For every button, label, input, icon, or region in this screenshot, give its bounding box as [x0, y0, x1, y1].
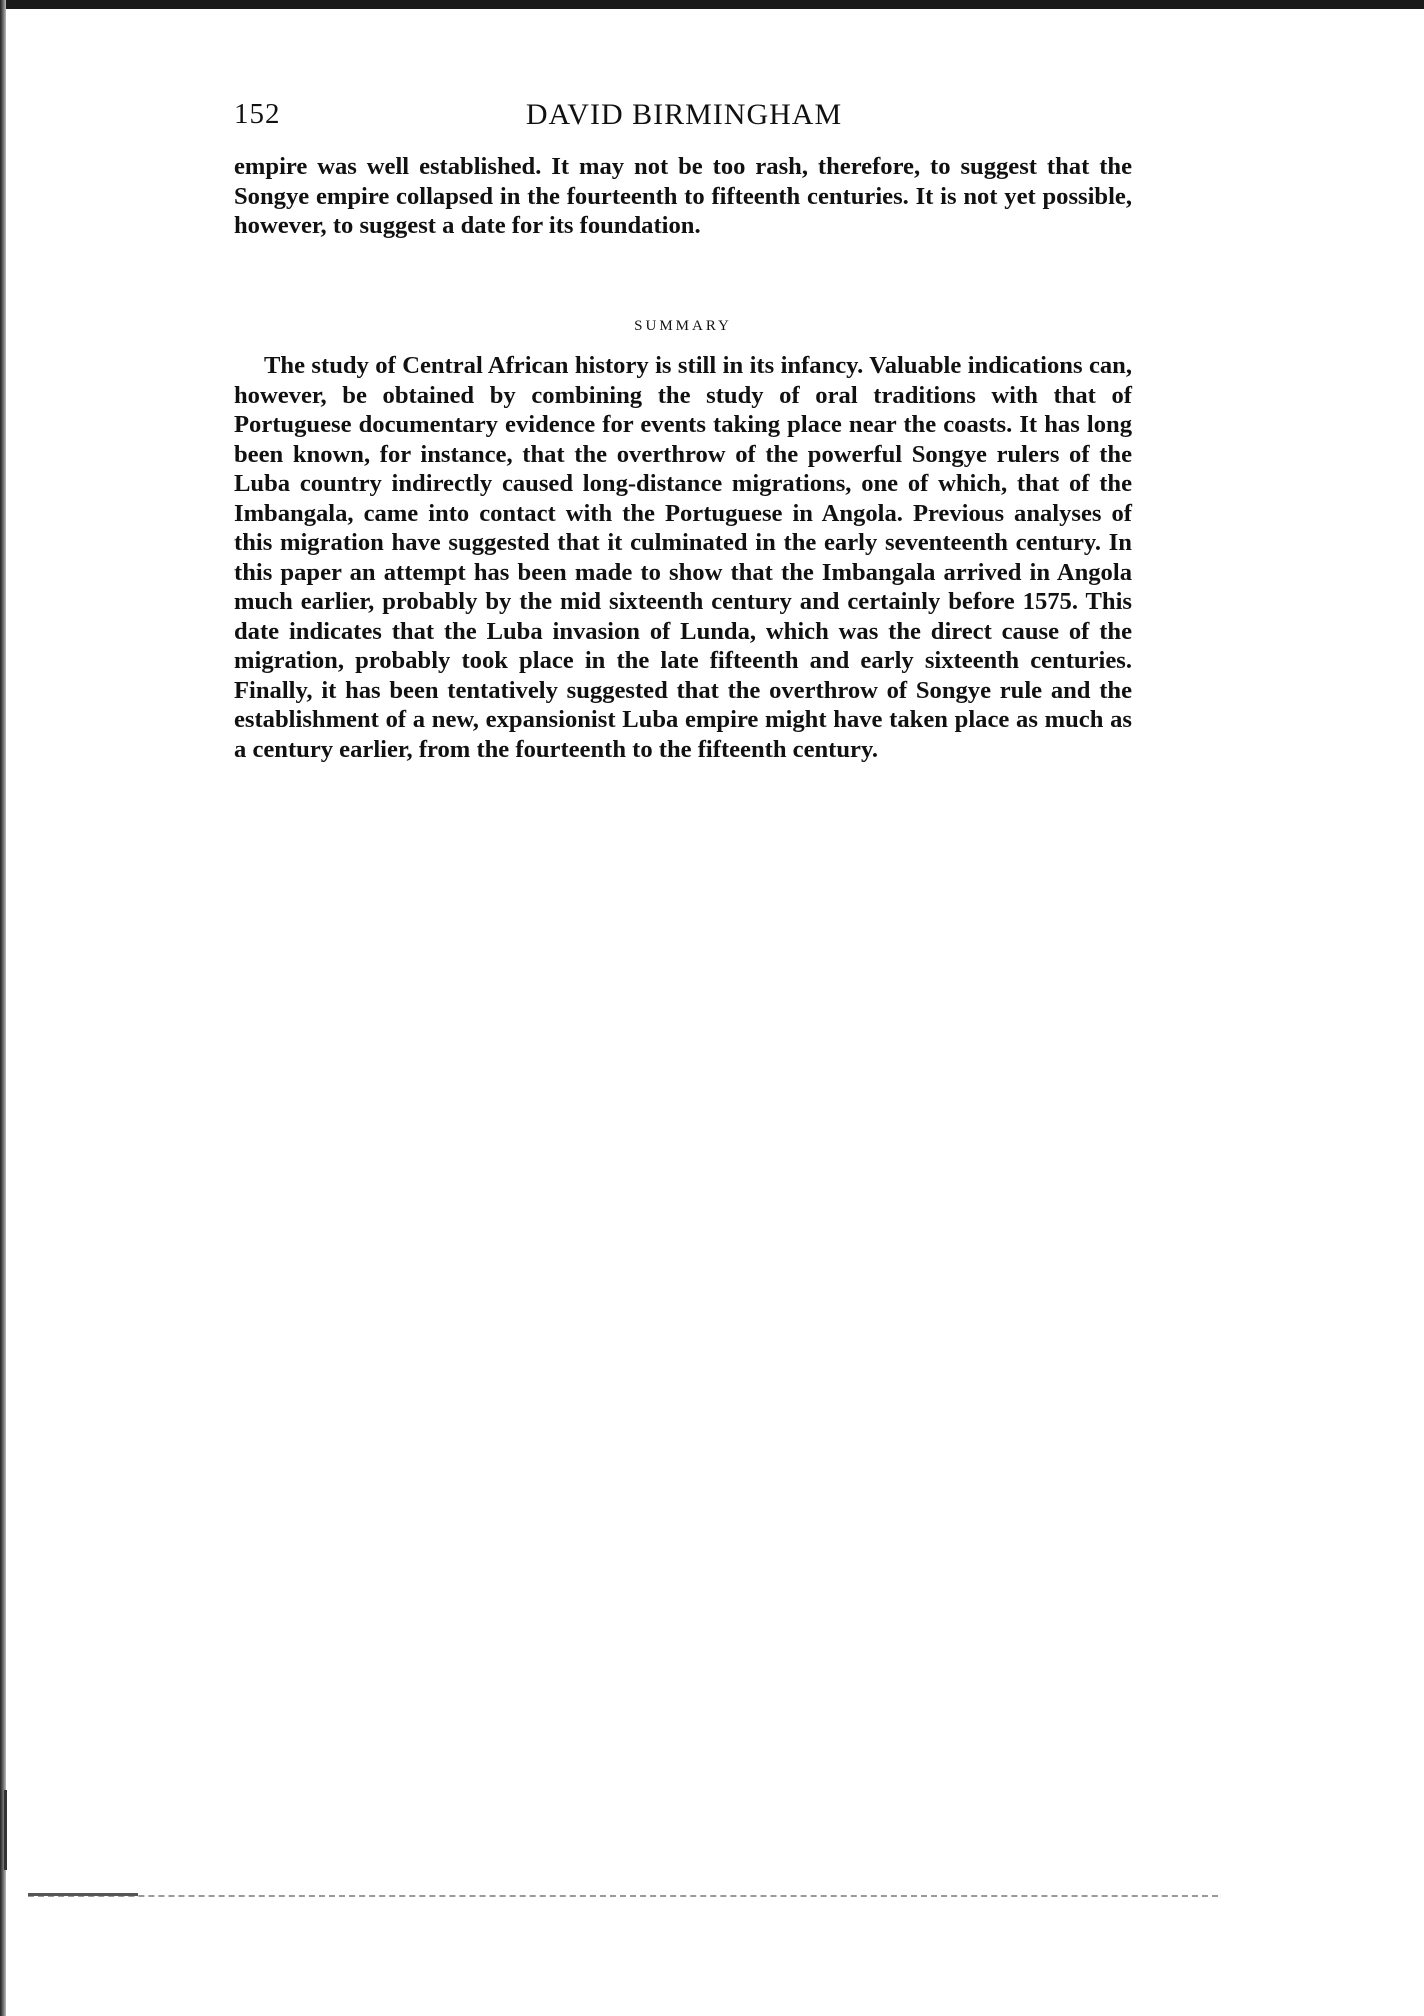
summary-paragraph: The study of Central African history is still in its infancy. Valuable indications can, however, be obtained by combining the study of oral traditions with that of Portuguese documentary evidence for events taking place near the coasts. It has long been known, for instance, that the overthrow of the powerful Songye rulers of the Luba country indirectly caused long-distance migrations, one of which, that of the Imbangala, came into contact with the Portuguese in Angola. Previous analyses of this migration have suggested that it culminated in the early seventeenth century. In this paper an attempt has been made to show that the Imbangala arrived in Angola much earlier, probably by the mid sixteenth century and certainly before 1575. This date indicates that the Luba invasion of Lunda, which was the direct cause of the migration, probably took place in the late fifteenth and early sixteenth centuries. Finally, it has been tentatively suggested that the overthrow of Songye rule and the establishment of a new, expansionist Luba empire might have taken place as much as a century earlier, from the fourteenth to the fifteenth century. [234, 352, 1132, 763]
scan-top-edge [0, 0, 1424, 9]
continuation-paragraph: empire was well established. It may not be too rash, therefore, to suggest that the Songye empire collapsed in the fourteenth to fifteenth centuries. It is not yet possible, however, to suggest a date for its foundation. [234, 153, 1132, 239]
running-head [234, 98, 1134, 138]
scan-artifact [4, 1790, 23, 1870]
footer-rule [28, 1895, 1218, 1897]
summary-heading: SUMMARY [634, 318, 732, 334]
footer-rule-accent [28, 1893, 138, 1896]
scan-left-edge [0, 0, 6, 2016]
running-title: DAVID BIRMINGHAM [525, 98, 843, 131]
page-number: 152 [234, 98, 281, 130]
